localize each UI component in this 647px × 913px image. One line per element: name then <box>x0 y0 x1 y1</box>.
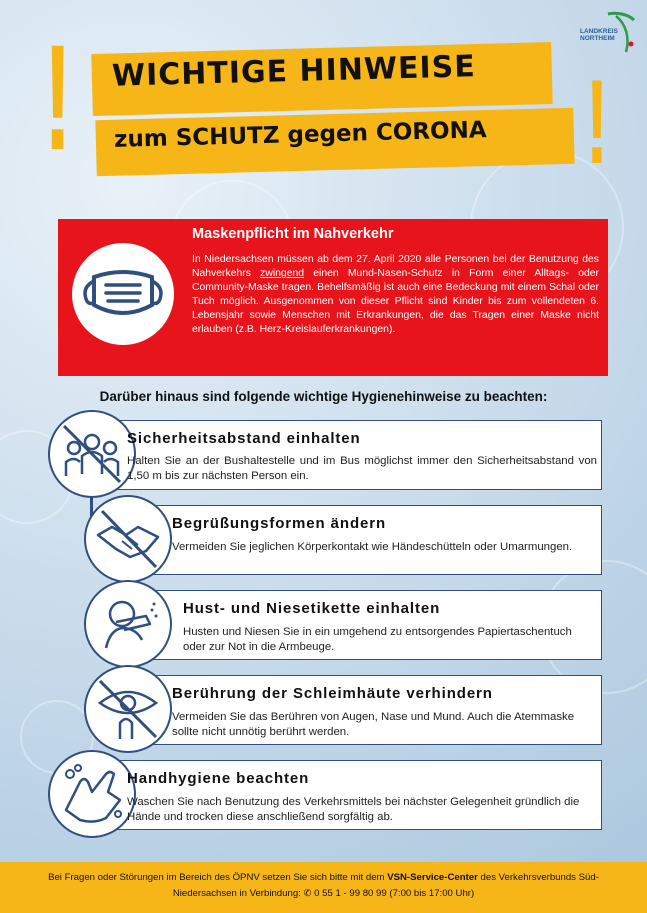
notice-title: Maskenpflicht im Nahverkehr <box>192 226 394 242</box>
logo-line-2: NORTHEIM <box>580 35 615 42</box>
tip-text: Vermeiden Sie jeglichen Körperkontakt wie Händeschütteln oder Umarmungen. <box>172 541 573 553</box>
tip-title: Hust- und Niesetikette einhalten <box>183 600 441 617</box>
exclamation-left-icon: ! <box>44 13 72 181</box>
face-mask-icon <box>72 243 174 345</box>
tip-title: Sicherheitsabstand einhalten <box>127 430 361 447</box>
tip-icon-circle <box>48 750 136 838</box>
tip-icon-circle <box>84 580 172 668</box>
page-subtitle: zum SCHUTZ gegen CORONA <box>113 117 488 153</box>
notice-body-part2: einen Mund-Nasen-Schutz in Form einer Alltags- oder Community-Maske tragen. Behelfsmäßig ist auch eine Bedeckung mit einem Schal oder Tuch möglich. Ausgenommen von dieser Pflicht sind Kinder bis zum vollendeten 6. Lebensjahr sowie Menschen mit Erkrankungen, die das Tragen einer Maske nicht erlauben (z.B. Herz-Kreislauferkrankungen). <box>192 268 599 335</box>
tip-text: Husten und Niesen Sie in ein umgehend zu entsorgendes Papiertaschentuch oder zur Not in die Armbeuge. <box>183 626 572 653</box>
tip-text: Vermeiden Sie das Berühren von Augen, Nase und Mund. Auch die Atemmaske sollte nicht unnötig berührt werden. <box>172 711 575 738</box>
sneeze-elbow-icon <box>86 582 170 666</box>
notice-body <box>192 253 599 337</box>
footer-text-part1: Bei Fragen oder Störungen im Bereich des ÖPNV setzen Sie sich bitte mit dem <box>48 872 388 883</box>
logo-text <box>580 28 618 42</box>
hygiene-intro: Darüber hinaus sind folgende wichtige Hygienehinweise zu beachten: <box>99 389 548 404</box>
page-title: WICHTIGE HINWEISE <box>111 49 477 94</box>
exclamation-right-icon: ! <box>586 55 608 189</box>
tip-text: Halten Sie an der Bushaltestelle und im Bus möglichst immer den Sicherheitsabstand von 1,50 m bis zur nächsten Person ein. <box>127 455 597 482</box>
tip-icon-circle <box>48 410 136 498</box>
notice-body-part1: In Niedersachsen müssen ab dem 27. April 2020 alle Personen bei der Benutzung des Nahverkehrs <box>192 254 599 279</box>
mask-icon-circle <box>72 243 174 345</box>
footer-contact <box>22 870 625 902</box>
tip-title: Begrüßungsformen ändern <box>172 515 387 532</box>
footer-text-part2: des Verkehrsverbunds Süd-Niedersachsen in Verbindung: ✆ 0 55 1 - 99 80 99 (7:00 bis 17:00 Uhr) <box>172 872 599 899</box>
tip-icon-circle <box>84 495 172 583</box>
service-center-name: VSN-Service-Center <box>387 872 478 883</box>
tip-text: Waschen Sie nach Benutzung des Verkehrsmittels bei nächster Gelegenheit gründlich die Hände und trocken diese anschließend sorgfältig ab. <box>127 796 580 823</box>
tip-title: Handhygiene beachten <box>127 770 310 787</box>
hand-washing-icon <box>50 752 134 836</box>
notice-body-emphasis: zwingend <box>260 268 305 279</box>
tip-icon-circle <box>84 665 172 753</box>
group-distance-icon <box>50 412 134 496</box>
logo-line-1: LANDKREIS <box>580 28 618 35</box>
tip-title: Berührung der Schleimhäute verhindern <box>172 685 493 702</box>
handshake-crossed-icon <box>86 497 170 581</box>
eye-touch-crossed-icon <box>86 667 170 751</box>
